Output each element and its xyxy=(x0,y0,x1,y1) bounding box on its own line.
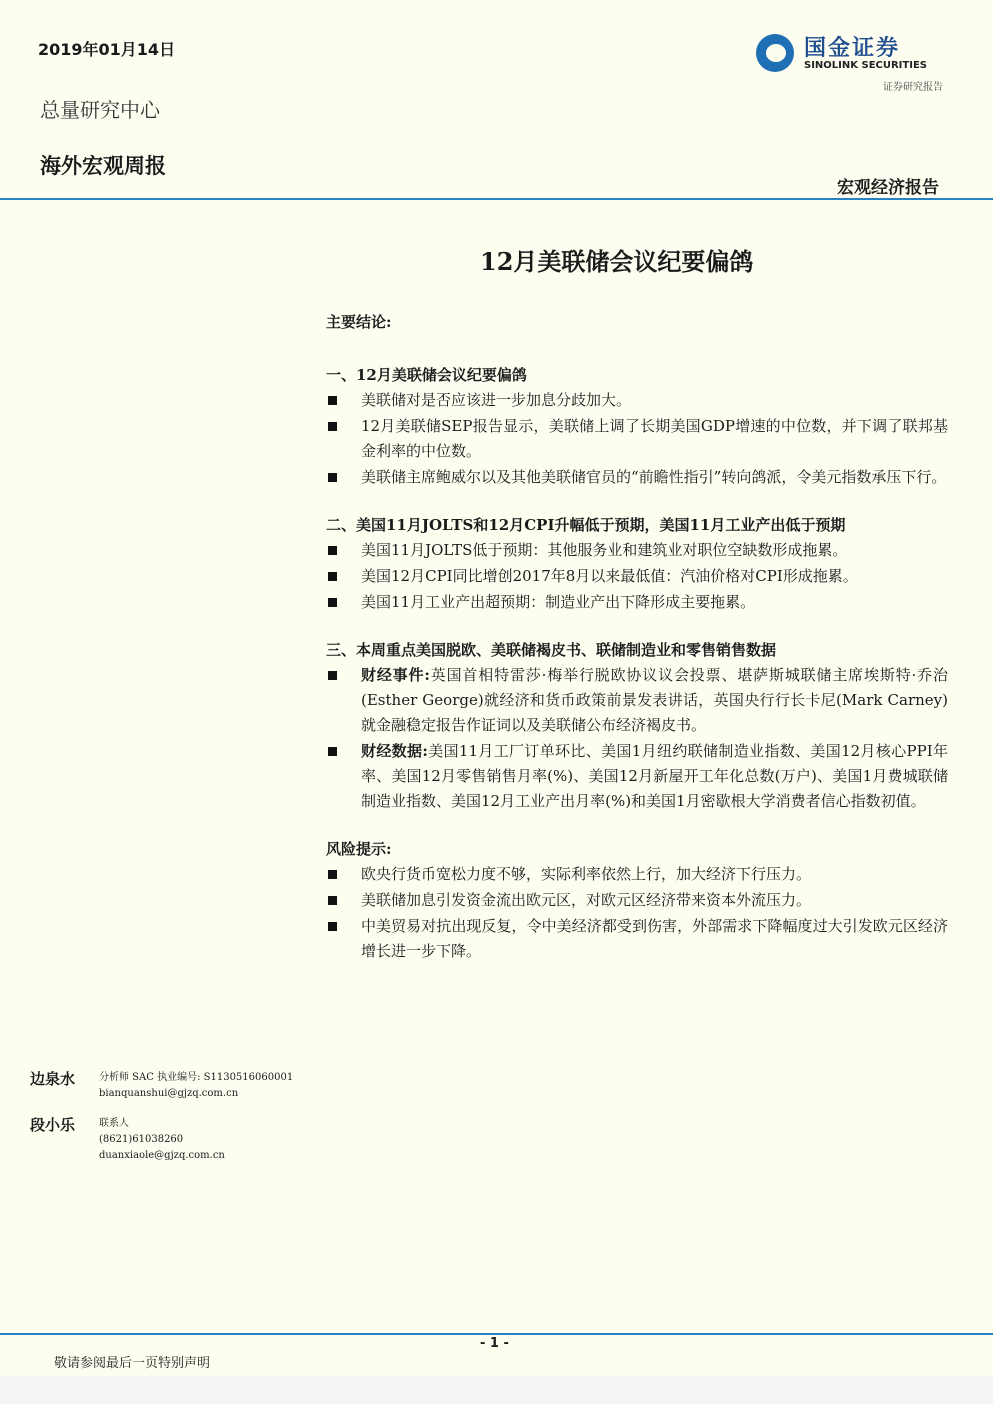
square-bullet-icon xyxy=(328,422,337,431)
section-heading: 一、12月美联储会议纪要偏鸽 xyxy=(326,366,527,384)
section-heading: 二、美国11月JOLTS和12月CPI升幅低于预期，美国11月工业产出低于预期 xyxy=(326,516,846,534)
report-type: 宏观经济报告 xyxy=(837,178,939,198)
list-item: 美联储对是否应该进一步加息分歧加大。 xyxy=(326,388,948,413)
list-item: 美国11月JOLTS低于预期：其他服务业和建筑业对职位空缺数形成拖累。 xyxy=(326,538,948,563)
list-item: 财经事件:英国首相特雷莎·梅举行脱欧协议议会投票、堪萨斯城联储主席埃斯特·乔治(Esther George)就经济和货币政策前景发表讲话，英国央行行长卡尼(Mark Carney)就金融稳定报告作证词以及美联储公布经济褐皮书。 xyxy=(326,663,948,738)
page-bottom-band xyxy=(0,1376,993,1404)
report-title: 12月美联储会议纪要偏鸽 xyxy=(480,247,754,276)
author-name: 段小乐 xyxy=(30,1116,76,1134)
logo-name-cn: 国金证券 xyxy=(804,36,901,61)
list-item: 美联储加息引发资金流出欧元区，对欧元区经济带来资本外流压力。 xyxy=(326,888,948,913)
main-content xyxy=(326,310,948,965)
author-name: 边泉水 xyxy=(30,1070,76,1088)
list-item: 美联储主席鲍威尔以及其他美联储官员的“前瞻性指引”转向鸽派，令美元指数承压下行。 xyxy=(326,465,948,490)
department: 总量研究中心 xyxy=(40,98,160,122)
square-bullet-icon xyxy=(328,572,337,581)
square-bullet-icon xyxy=(328,870,337,879)
logo-subtitle: 证券研究报告 xyxy=(883,82,943,93)
disclaimer-note: 敬请参阅最后一页特别声明 xyxy=(54,1356,211,1371)
logo-mark-icon xyxy=(756,34,794,72)
square-bullet-icon xyxy=(328,896,337,905)
square-bullet-icon xyxy=(328,396,337,405)
page-number: - 1 - xyxy=(480,1336,509,1351)
square-bullet-icon xyxy=(328,473,337,482)
main-conclusion-label: 主要结论: xyxy=(326,313,392,331)
square-bullet-icon xyxy=(328,671,337,680)
author-info: 联系人 (8621)61038260 duanxiaole@gjzq.com.cn xyxy=(99,1118,225,1161)
list-item: 美国11月工业产出超预期：制造业产出下降形成主要拖累。 xyxy=(326,590,948,615)
section-heading: 三、本周重点美国脱欧、美联储褐皮书、联储制造业和零售销售数据 xyxy=(326,641,777,659)
list-item: 中美贸易对抗出现反复，令中美经济都受到伤害，外部需求下降幅度过大引发欧元区经济增长进一步下降。 xyxy=(326,914,948,964)
list-item: 财经数据:美国11月工厂订单环比、美国1月纽约联储制造业指数、美国12月核心PPI年率、美国12月零售销售月率(%)、美国12月新屋开工年化总数(万户)、美国1月费城联储制造业指数、美国12月工业产出月率(%)和美国1月密歇根大学消费者信心指数初值。 xyxy=(326,739,948,814)
risk-heading: 风险提示: xyxy=(326,840,392,858)
square-bullet-icon xyxy=(328,546,337,555)
list-item: 欧央行货币宽松力度不够，实际利率依然上行，加大经济下行压力。 xyxy=(326,862,948,887)
square-bullet-icon xyxy=(328,598,337,607)
list-item: 美国12月CPI同比增创2017年8月以来最低值：汽油价格对CPI形成拖累。 xyxy=(326,564,948,589)
report-series: 海外宏观周报 xyxy=(40,153,166,178)
company-logo xyxy=(756,31,944,77)
footer-divider xyxy=(0,1333,993,1335)
square-bullet-icon xyxy=(328,922,337,931)
logo-name-en: SINOLINK SECURITIES xyxy=(804,60,927,71)
header-divider xyxy=(0,198,993,200)
author-info: 分析师 SAC 执业编号: S1130516060001 bianquanshui@gjzq.com.cn xyxy=(99,1072,294,1099)
list-item: 12月美联储SEP报告显示，美联储上调了长期美国GDP增速的中位数，并下调了联邦基金利率的中位数。 xyxy=(326,414,948,464)
report-date: 2019年01月14日 xyxy=(38,40,176,59)
square-bullet-icon xyxy=(328,747,337,756)
